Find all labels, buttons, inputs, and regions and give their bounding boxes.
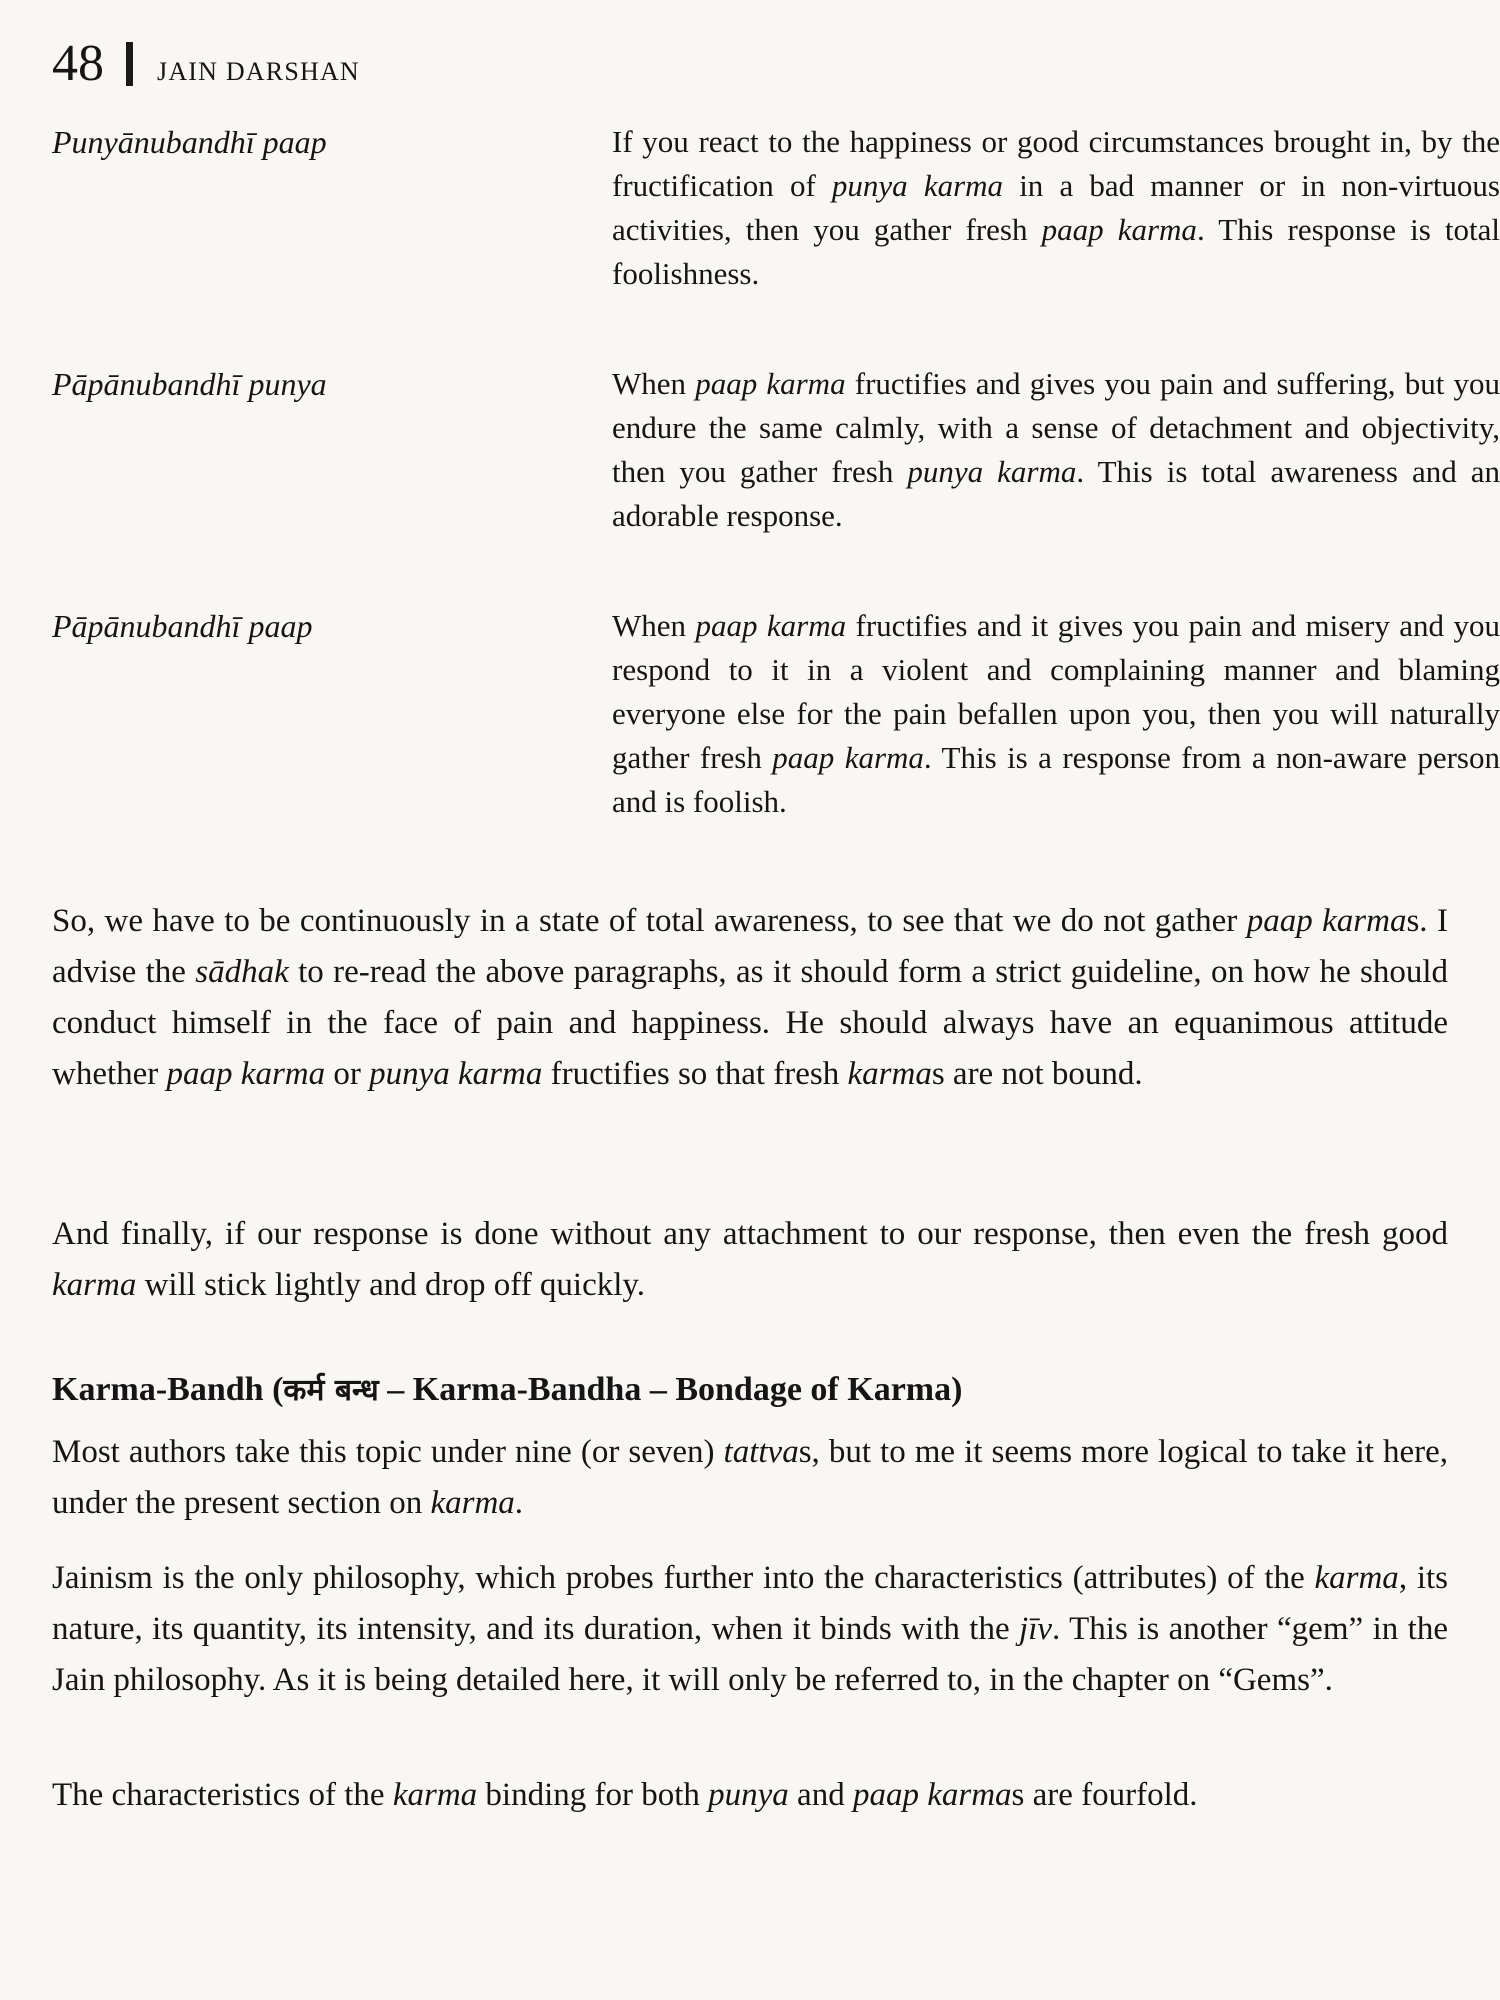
- italic-term: paap karma: [1041, 212, 1197, 247]
- italic-term: sādhak: [195, 954, 289, 990]
- italic-term: punya karma: [831, 168, 1004, 203]
- definition-text: When paap karma fructifies and gives you pain and suffering, but you endure the same calmly, with a sense of detachment and objectivity, then you gather fresh punya karma. This is total awareness and an adorable response.: [612, 366, 1500, 533]
- section-heading: [52, 1366, 1448, 1415]
- header-divider: [126, 42, 133, 86]
- body-paragraph: So, we have to be continuously in a state of total awareness, to see that we do not gather paap karmas. I advise the sādhak to re-read the above paragraphs, as it should form a strict guideline, on how he should conduct himself in the face of pain and happiness. He should always have an equanimous attitude whether paap karma or punya karma fructifies so that fresh karmas are not bound.: [52, 903, 1448, 1092]
- italic-term: paap karma: [772, 740, 924, 775]
- page-number: 48: [52, 35, 104, 92]
- italic-term: karma: [847, 1056, 932, 1092]
- definition-text: If you react to the happiness or good circumstances brought in, by the fructification of punya karma in a bad manner or in non-virtuous activities, then you gather fresh paap karma. This response is total foolishness.: [612, 124, 1500, 291]
- definition-term: Pāpānubandhī paap: [52, 608, 313, 644]
- heading-suffix: – Karma-Bandha – Bondage of Karma): [378, 1371, 963, 1408]
- body-paragraph: Most authors take this topic under nine (or seven) tattvas, but to me it seems more logical to take it here, under the present section on karma.: [52, 1434, 1448, 1521]
- italic-term: paap karma: [166, 1056, 326, 1092]
- italic-term: karma: [52, 1267, 137, 1303]
- definition-term: Punyānubandhī paap: [52, 124, 327, 160]
- italic-term: punya: [708, 1777, 789, 1813]
- page-header: [52, 34, 360, 94]
- italic-term: jīv: [1019, 1611, 1053, 1647]
- italic-term: karma: [392, 1777, 478, 1813]
- running-title: JAIN DARSHAN: [157, 57, 360, 86]
- italic-term: paap karma: [852, 1777, 1012, 1813]
- italic-term: karma: [1314, 1560, 1399, 1596]
- italic-term: karma: [430, 1485, 515, 1521]
- heading-devanagari: कर्म बन्ध: [283, 1373, 379, 1408]
- body-paragraph: Jainism is the only philosophy, which probes further into the characteristics (attributes) of the karma, its nature, its quantity, its intensity, and its duration, when it binds with the jīv. This is another “gem” in the Jain philosophy. As it is being detailed here, it will only be referred to, in the chapter on “Gems”.: [52, 1560, 1448, 1698]
- italic-term: paap karma: [695, 608, 847, 643]
- definition-text: When paap karma fructifies and it gives you pain and misery and you respond to it in a violent and complaining manner and blaming everyone else for the pain befallen upon you, then you will naturally gather fresh paap karma. This is a response from a non-aware person and is foolish.: [612, 608, 1500, 819]
- italic-term: paap karma: [695, 366, 846, 401]
- body-paragraph: And finally, if our response is done without any attachment to our response, then even the fresh good karma will stick lightly and drop off quickly.: [52, 1216, 1448, 1303]
- italic-term: paap karma: [1246, 903, 1407, 939]
- body-paragraph: The characteristics of the karma binding for both punya and paap karmas are fourfold.: [52, 1777, 1198, 1813]
- definition-term: Pāpānubandhī punya: [52, 366, 327, 402]
- heading-prefix: Karma-Bandh (: [52, 1371, 284, 1408]
- italic-term: punya karma: [369, 1056, 543, 1092]
- italic-term: tattva: [723, 1434, 799, 1470]
- italic-term: punya karma: [907, 454, 1077, 489]
